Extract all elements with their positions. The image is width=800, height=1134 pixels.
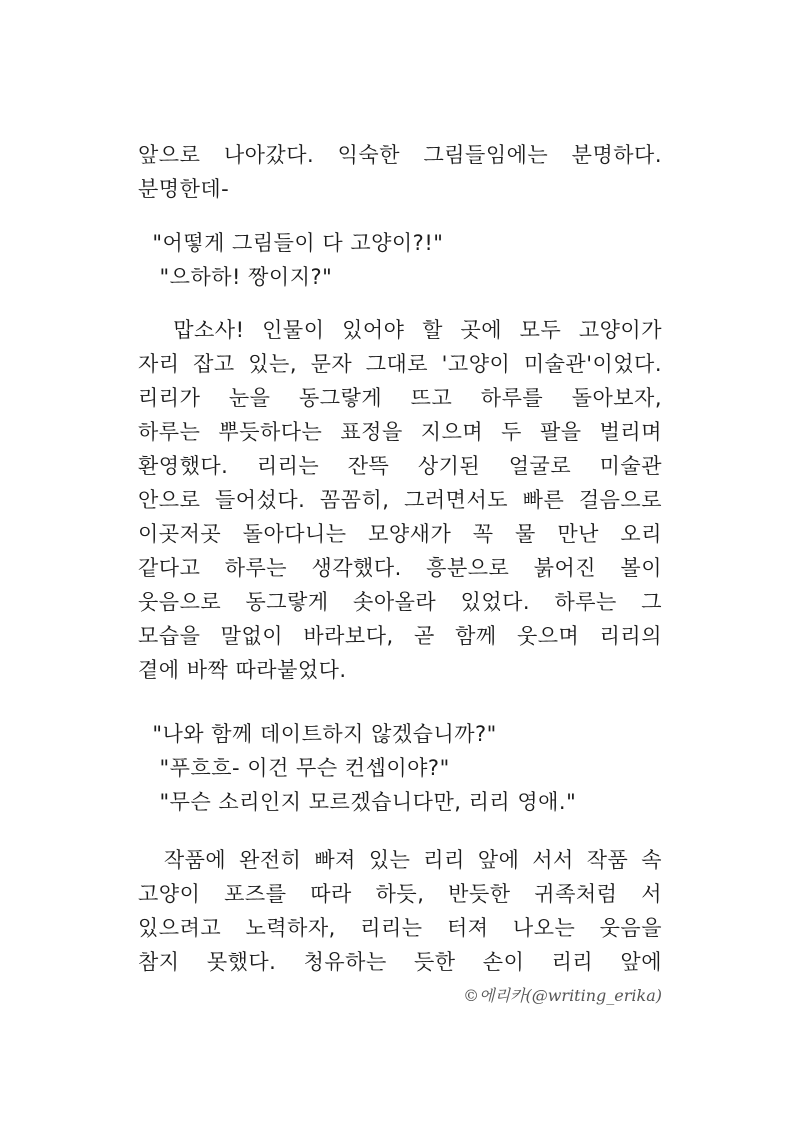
text-line: 리리가 눈을 동그랗게 뜨고 하루를 돌아보자, [138, 386, 662, 410]
dialogue-line: "으하하! 짱이지?" [138, 265, 333, 289]
text-line: 자리 잡고 있는, 문자 그대로 '고양이 미술관'이었다. [138, 352, 662, 376]
text-line: 맙소사! 인물이 있어야 할 곳에 모두 고양이가 [138, 318, 662, 342]
text-line: 곁에 바짝 따라붙었다. [138, 658, 347, 682]
text-line: 모습을 말없이 바라보다, 곧 함께 웃으며 리리의 [138, 624, 662, 648]
text-line: 하루는 뿌듯하다는 표정을 지으며 두 팔을 벌리며 [138, 420, 662, 444]
text-line: 작품에 완전히 빠져 있는 리리 앞에 서서 작품 속 [138, 848, 662, 872]
text-line: 분명한데- [138, 177, 230, 201]
dialogue-line: "무슨 소리인지 모르겠습니다만, 리리 영애." [138, 790, 577, 814]
text-line: 있으려고 노력하자, 리리는 터져 나오는 웃음을 [138, 916, 662, 940]
text-line: 안으로 들어섰다. 꼼꼼히, 그러면서도 빠른 걸음으로 [138, 488, 662, 512]
dialogue-line: "나와 함께 데이트하지 않겠습니까?" [138, 722, 497, 746]
text-line: 참지 못했다. 청유하는 듯한 손이 리리 앞에 [138, 950, 662, 974]
author-credit: ©에리카(@writing_erika) [463, 986, 662, 1005]
text-line: 고양이 포즈를 따라 하듯, 반듯한 귀족처럼 서 [138, 882, 662, 906]
dialogue-line: "어떻게 그림들이 다 고양이?!" [138, 231, 444, 255]
dialogue-line: "푸흐흐- 이건 무슨 컨셉이야?" [138, 756, 450, 780]
text-line: 같다고 하루는 생각했다. 흥분으로 붉어진 볼이 [138, 556, 662, 580]
text-line: 환영했다. 리리는 잔뜩 상기된 얼굴로 미술관 [138, 454, 662, 478]
text-line: 이곳저곳 돌아다니는 모양새가 꼭 물 만난 오리 [138, 522, 662, 546]
text-line: 웃음으로 동그랗게 솟아올라 있었다. 하루는 그 [138, 590, 662, 614]
text-line: 앞으로 나아갔다. 익숙한 그림들임에는 분명하다. [138, 143, 662, 167]
